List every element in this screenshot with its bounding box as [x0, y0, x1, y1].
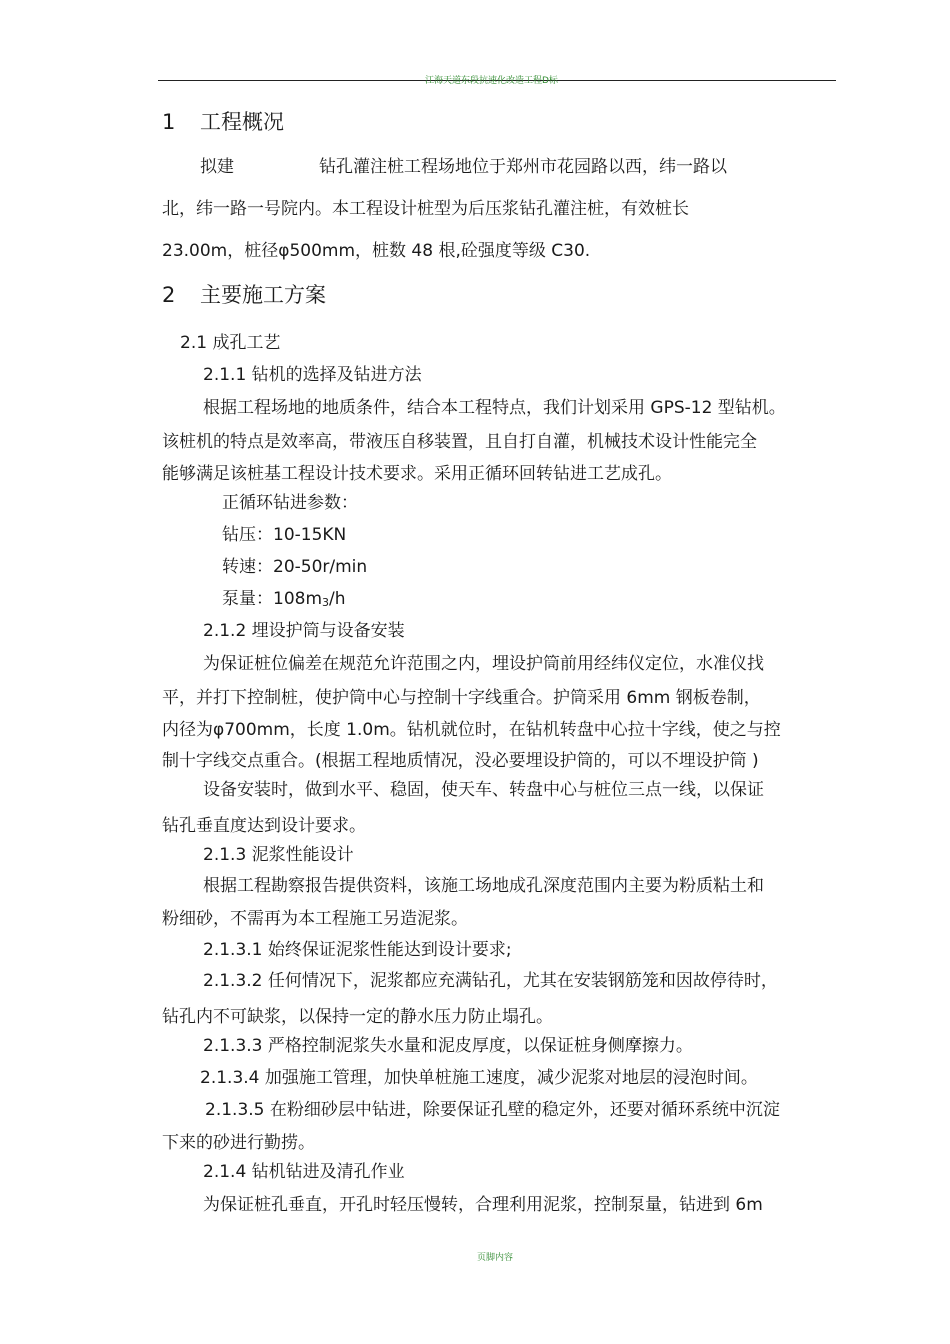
paragraph-line: 钻孔内不可缺浆，以保持一定的静水压力防止塌孔。	[162, 1007, 553, 1027]
paragraph-line: 制十字线交点重合。(根据工程地质情况，没必要埋设护筒的，可以不埋设护筒 )	[162, 751, 759, 771]
paragraph-line: 钻孔垂直度达到设计要求。	[162, 816, 366, 836]
subsection-heading: 2.1 成孔工艺	[180, 333, 281, 353]
paragraph-line: 该桩机的特点是效率高，带液压自移装置，且自打自灌，机械技术设计性能完全	[162, 432, 757, 452]
section-number: 1	[162, 110, 176, 134]
paragraph-line: 平，并打下控制桩，使护筒中心与控制十字线重合。护筒采用 6mm 钢板卷制，	[162, 688, 761, 708]
subsection-heading: 2.1.3 泥浆性能设计	[203, 845, 354, 865]
param-line	[222, 589, 346, 613]
list-item: 2.1.3.3 严格控制泥浆失水量和泥皮厚度，以保证桩身侧摩擦力。	[203, 1036, 693, 1056]
header-text: 江海天道东段抗速化改造工程D标	[425, 76, 558, 86]
paragraph-line: 根据工程勘察报告提供资料，该施工场地成孔深度范围内主要为粉质粘土和	[203, 876, 764, 896]
param-text: 泵量：108m	[222, 589, 323, 609]
param-subscript: 3	[322, 596, 330, 609]
paragraph-line: 下来的砂进行勤捞。	[162, 1133, 315, 1153]
section-title: 工程概况	[200, 110, 284, 134]
paragraph-line: 能够满足该桩基工程设计技术要求。采用正循环回转钻进工艺成孔。	[162, 464, 672, 484]
list-item: 2.1.3.5 在粉细砂层中钻进，除要保证孔壁的稳定外，还要对循环系统中沉淀	[205, 1100, 780, 1120]
section-heading-2	[162, 283, 326, 307]
list-item: 2.1.3.1 始终保证泥浆性能达到设计要求;	[203, 940, 512, 960]
paragraph-line: 设备安装时，做到水平、稳固，使天车、转盘中心与桩位三点一线，以保证	[203, 780, 764, 800]
paragraph-line: 内径为φ700mm，长度 1.0m。钻机就位时，在钻机转盘中心拉十字线，使之与控	[162, 720, 781, 740]
list-item: 2.1.3.2 任何情况下，泥浆都应充满钻孔，尤其在安装钢筋笼和因故停待时，	[203, 971, 778, 991]
list-item: 2.1.3.4 加强施工管理，加快单桩施工速度，减少泥浆对地层的浸泡时间。	[200, 1068, 758, 1088]
param-line: 钻压：10-15KN	[222, 525, 347, 545]
paragraph-line: 为保证桩位偏差在规范允许范围之内，埋设护筒前用经纬仪定位，水准仪找	[203, 654, 764, 674]
param-text: /h	[329, 589, 346, 609]
section-heading-1	[162, 110, 284, 134]
paragraph-line: 粉细砂，不需再为本工程施工另造泥浆。	[162, 909, 468, 929]
section-number: 2	[162, 283, 176, 307]
paragraph-line: 拟建 钻孔灌注桩工程场地位于郑州市花园路以西，纬一路以	[200, 157, 727, 177]
param-line: 转速：20-50r/min	[222, 557, 368, 577]
paragraph-line: 北，纬一路一号院内。本工程设计桩型为后压浆钻孔灌注桩，有效桩长	[162, 199, 689, 219]
footer-text: 页脚内容	[477, 1253, 514, 1263]
subsection-heading: 2.1.1 钻机的选择及钻进方法	[203, 365, 422, 385]
subsection-heading: 2.1.2 埋设护筒与设备安装	[203, 621, 405, 641]
paragraph-line: 为保证桩孔垂直，开孔时轻压慢转，合理利用泥浆，控制泵量，钻进到 6m	[203, 1195, 763, 1215]
subsection-heading: 2.1.4 钻机钻进及清孔作业	[203, 1162, 405, 1182]
paragraph-line: 根据工程场地的地质条件，结合本工程特点，我们计划采用 GPS-12 型钻机。	[203, 398, 786, 418]
paragraph-line: 23.00m，桩径φ500mm，桩数 48 根,砼强度等级 C30.	[162, 241, 591, 261]
param-heading: 正循环钻进参数：	[222, 493, 358, 513]
section-title: 主要施工方案	[200, 283, 326, 307]
